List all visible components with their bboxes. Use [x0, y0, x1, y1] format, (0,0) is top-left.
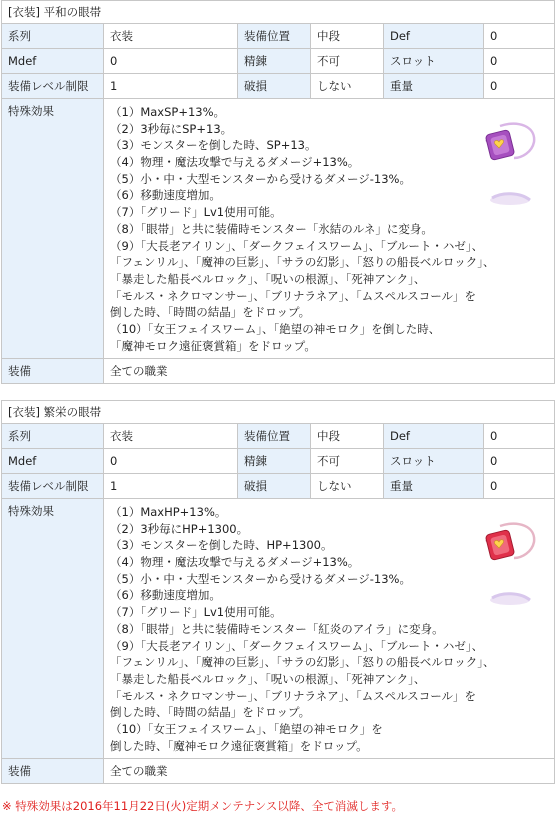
label-equip: 装備 — [2, 759, 104, 784]
value-position: 中段 — [311, 424, 384, 449]
value-def: 0 — [484, 24, 555, 49]
item-block-2 — [1, 400, 554, 784]
effect-line: （3）モンスターを倒した時、HP+1300。 — [110, 538, 333, 553]
value-slot: 0 — [484, 449, 555, 474]
effect-line: （1）MaxHP+13%。 — [110, 505, 227, 519]
label-series: 系列 — [2, 24, 104, 49]
label-position: 装備位置 — [238, 424, 311, 449]
value-refine: 不可 — [311, 49, 384, 74]
effect-line: （10）「女王フェイスワーム」、「絶望の神モロク」を — [110, 721, 383, 736]
effect-line: （1）MaxSP+13%。 — [110, 105, 226, 119]
effect-line: 倒した時、「時間の結晶」をドロップ。 — [110, 305, 311, 320]
label-equip: 装備 — [2, 359, 104, 384]
value-slot: 0 — [484, 49, 555, 74]
effect-line: 「フェンリル」、「魔神の巨影」、「サラの幻影」、「怒りの船長ベルロック」、 — [110, 255, 495, 270]
value-mdef: 0 — [104, 449, 238, 474]
item-block-1 — [1, 0, 554, 384]
label-level: 装備レベル制限 — [2, 474, 104, 499]
value-break: しない — [311, 474, 384, 499]
label-effect: 特殊効果 — [2, 499, 104, 759]
effect-line: （4）物理・魔法攻撃で与えるダメージ+13%。 — [110, 155, 360, 170]
value-weight: 0 — [484, 74, 555, 99]
effect-line: 倒した時、「時間の結晶」をドロップ。 — [110, 705, 311, 720]
footnote: ※ 特殊効果は2016年11月22日(火)定期メンテナンス以降、全て消滅します。 — [2, 799, 403, 813]
item-title: [衣装] 平和の眼帯 — [2, 1, 555, 24]
value-level: 1 — [104, 474, 238, 499]
effect-line: 倒した時、「魔神モロク遠征褒賞箱」をドロップ。 — [110, 738, 368, 753]
effect-line: （7）「グリード」Lv1使用可能。 — [110, 605, 282, 620]
effect-line: （3）モンスターを倒した時、SP+13。 — [110, 138, 317, 153]
effect-line: （2）3秒毎にSP+13。 — [110, 121, 233, 136]
value-position: 中段 — [311, 24, 384, 49]
effect-line: 「フェンリル」、「魔神の巨影」、「サラの幻影」、「怒りの船長ベルロック」、 — [110, 655, 495, 670]
effect-line: 「魔神モロク遠征褒賞箱」をドロップ。 — [110, 338, 316, 353]
label-def: Def — [384, 424, 484, 449]
effect-line: 「モルス・ネクロマンサー」、「ブリナラネア」、「ムスペルスコール」を — [110, 288, 477, 303]
effect-line: （8）「眼帯」と共に装備時モンスター「氷結のルネ」に変身。 — [110, 221, 433, 236]
item-title: [衣装] 繁栄の眼帯 — [2, 401, 555, 424]
value-equip: 全ての職業 — [104, 359, 555, 384]
label-position: 装備位置 — [238, 24, 311, 49]
value-mdef: 0 — [104, 49, 238, 74]
effect-cell — [104, 499, 555, 759]
label-weight: 重量 — [384, 74, 484, 99]
effect-line: （10）「女王フェイスワーム」、「絶望の神モロク」を倒した時、 — [110, 321, 441, 336]
effect-line: （8）「眼帯」と共に装備時モンスター「紅炎のアイラ」に変身。 — [110, 621, 444, 636]
label-weight: 重量 — [384, 474, 484, 499]
effect-line: （9）「大長老アイリン」、「ダークフェイスワーム」、「ブルート・ハゼ」、 — [110, 238, 484, 253]
label-slot: スロット — [384, 449, 484, 474]
value-weight: 0 — [484, 474, 555, 499]
label-mdef: Mdef — [2, 49, 104, 74]
label-mdef: Mdef — [2, 449, 104, 474]
value-series: 衣装 — [104, 424, 238, 449]
effect-line: （9）「大長老アイリン」、「ダークフェイスワーム」、「ブルート・ハゼ」、 — [110, 638, 484, 653]
value-equip: 全ての職業 — [104, 759, 555, 784]
value-break: しない — [311, 74, 384, 99]
eyepatch-purple-icon — [470, 118, 540, 208]
label-break: 破損 — [238, 74, 311, 99]
label-slot: スロット — [384, 49, 484, 74]
effect-line: 「モルス・ネクロマンサー」、「ブリナラネア」、「ムスペルスコール」を — [110, 688, 477, 703]
eyepatch-red-icon — [470, 518, 540, 608]
label-def: Def — [384, 24, 484, 49]
effect-line: （6）移動速度増加。 — [110, 188, 221, 203]
value-series: 衣装 — [104, 24, 238, 49]
value-def: 0 — [484, 424, 555, 449]
effect-line: （2）3秒毎にHP+1300。 — [110, 521, 249, 536]
effect-line: （4）物理・魔法攻撃で与えるダメージ+13%。 — [110, 555, 360, 570]
effect-line: （5）小・中・大型モンスターから受けるダメージ-13%。 — [110, 171, 411, 186]
effect-line: 「暴走した船長ベルロック」、「呪いの根源」、「死神アンク」、 — [110, 671, 426, 686]
effect-line: （5）小・中・大型モンスターから受けるダメージ-13%。 — [110, 571, 411, 586]
effect-cell — [104, 99, 555, 359]
label-refine: 精錬 — [238, 49, 311, 74]
effect-line: （7）「グリード」Lv1使用可能。 — [110, 205, 282, 220]
effect-line: （6）移動速度増加。 — [110, 588, 221, 603]
label-level: 装備レベル制限 — [2, 74, 104, 99]
label-refine: 精錬 — [238, 449, 311, 474]
value-level: 1 — [104, 74, 238, 99]
item-table-1 — [1, 0, 555, 384]
label-series: 系列 — [2, 424, 104, 449]
item-table-2 — [1, 400, 555, 784]
label-break: 破損 — [238, 474, 311, 499]
value-refine: 不可 — [311, 449, 384, 474]
effect-line: 「暴走した船長ベルロック」、「呪いの根源」、「死神アンク」、 — [110, 271, 426, 286]
label-effect: 特殊効果 — [2, 99, 104, 359]
